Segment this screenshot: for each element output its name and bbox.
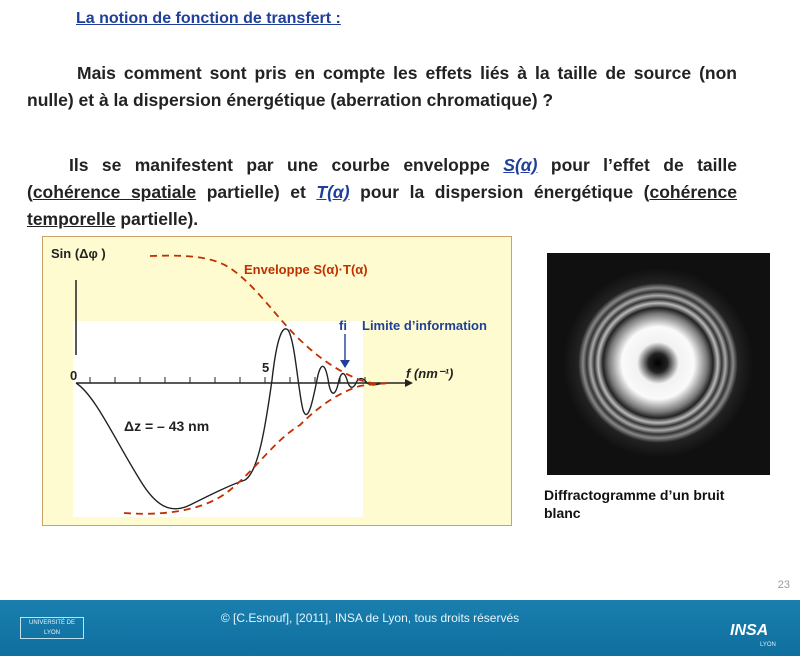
coherence-temporelle-text: cohérence temporelle [27,182,738,229]
origin-label: 0 [70,368,78,383]
universite-de-lyon-logo: UNIVERSITÉ DE LYON [20,617,84,639]
transfer-function-curve [76,329,383,509]
tick-label-5: 5 [262,360,270,375]
envelope-lower-curve [124,383,388,514]
slide-title: La notion de fonction de transfert : [76,10,341,27]
footer-bar [0,600,800,656]
page-number: 23 [777,579,790,591]
information-limit-arrowhead [340,360,350,368]
diffractogram-caption: Diffractogramme d’un bruit blanc [544,487,725,521]
copyright-text: © [C.Esnouf], [2011], INSA de Lyon, tous droits réservés [220,611,520,625]
fi-label: fi [339,318,347,333]
diffractogram-rings [547,253,770,475]
s-alpha-symbol: S(α) [503,155,538,175]
insa-logo: INSA [730,622,769,639]
para2-text-3: partielle) et [196,182,317,202]
y-axis-label: Sin (Δφ ) [51,246,106,261]
para2-text-5: partielle). [115,209,199,229]
information-limit-label: Limite d’information [362,318,487,333]
envelope-label: Enveloppe S(α)·T(α) [244,262,368,277]
coherence-spatiale-text: cohérence spatiale [32,182,197,202]
defocus-label: Δz = – 43 nm [124,418,210,434]
t-alpha-symbol: T(α) [316,182,350,202]
para2-text-1: Ils se manifestent par une courbe enveloppe [69,155,504,175]
insa-logo-sub: LYON [760,642,776,648]
paragraph-question: Mais comment sont pris en compte les effets liés à la taille de source (non nulle) et à la dispersion énergétique (aberration chromatique) ? [27,63,737,110]
x-axis-label: f (nm⁻¹) [406,366,454,381]
x-axis-ticks [90,377,365,383]
para2-text-2: pour l’effet de taille ( [27,155,737,202]
diffractogram-image [547,253,770,475]
para2-text-4: pour la dispersion énergétique ( [349,182,650,202]
